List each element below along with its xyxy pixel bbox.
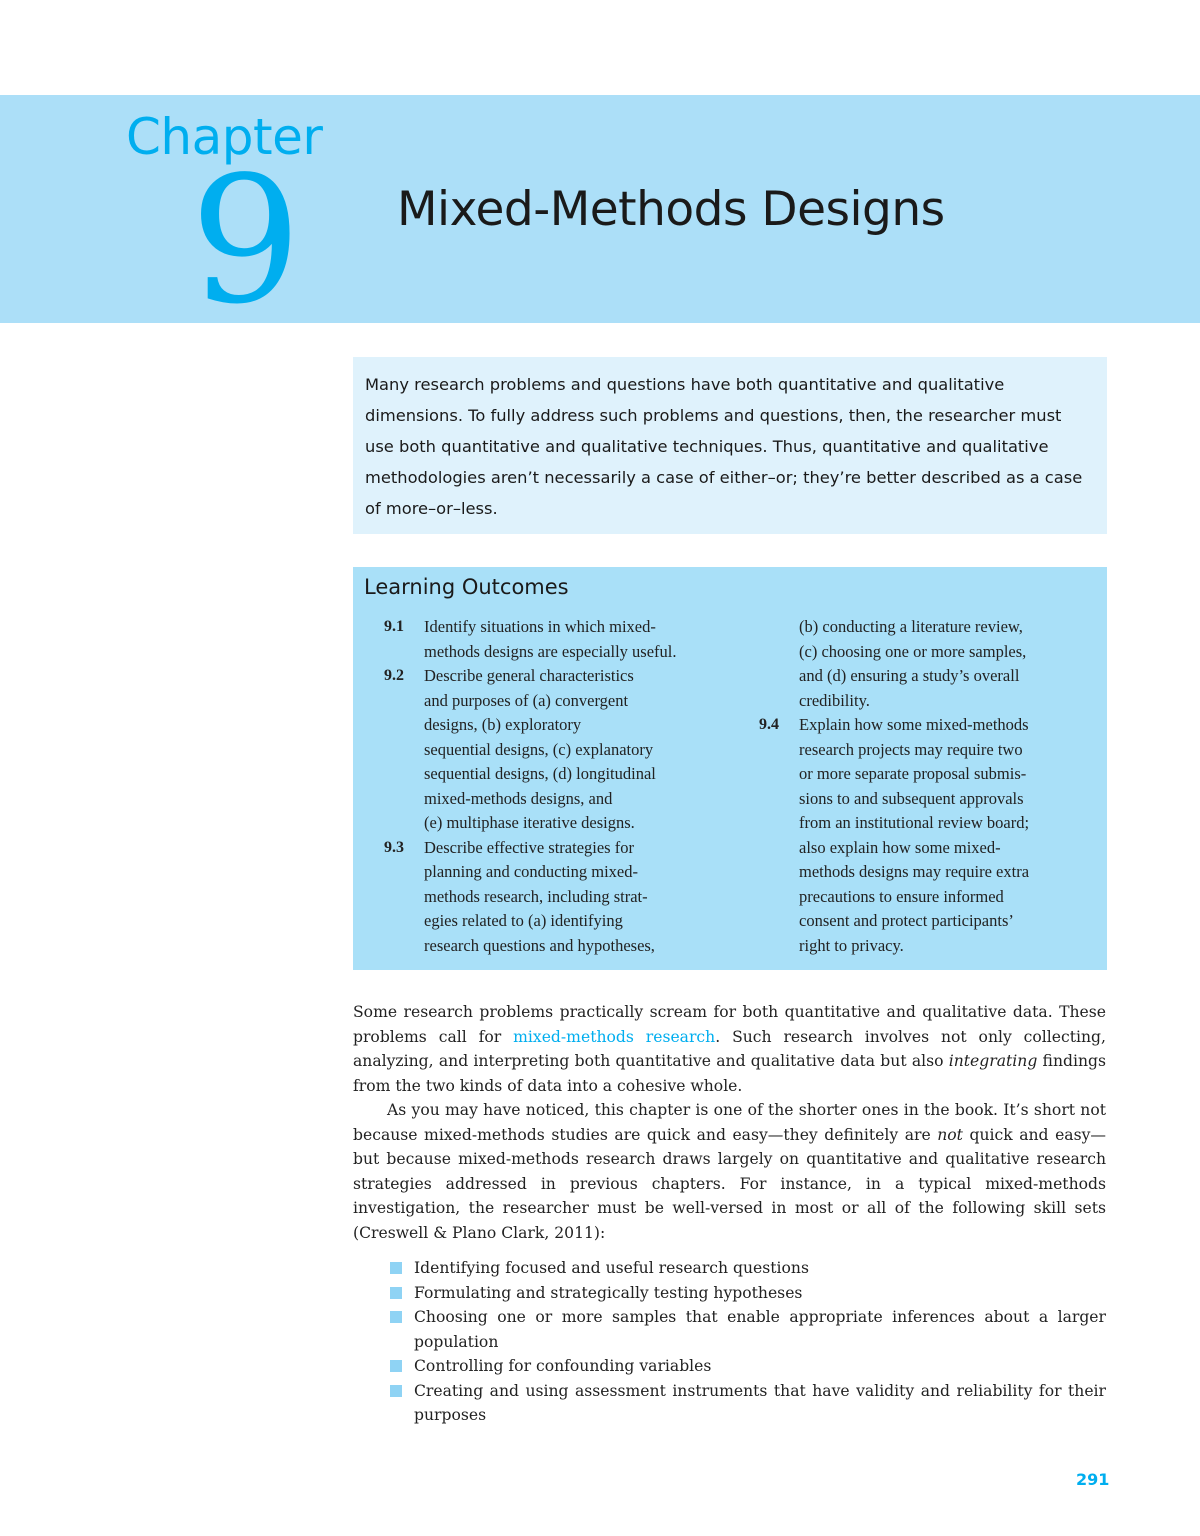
body-text: [353, 1000, 1106, 1428]
outcome-line: from an institutional review board;: [799, 813, 1030, 832]
outcome-text: [424, 615, 744, 664]
list-item: [353, 1354, 1106, 1379]
outcome-line: sions to and subsequent approvals: [799, 788, 1024, 808]
list-item-text: Identifying focused and useful research questions: [414, 1259, 809, 1277]
skill-list: [353, 1256, 1106, 1428]
outcome-line: Describe effective strategies for: [424, 837, 634, 857]
chapter-title: Mixed-Methods Designs: [397, 182, 945, 237]
paragraph: [353, 1000, 1106, 1098]
bullet-square-icon: [390, 1385, 402, 1397]
outcome-line: and (d) ensuring a study’s overall: [799, 666, 1020, 685]
list-item-text: Choosing one or more samples that enable appropriate inferences about a larger population: [414, 1308, 1106, 1351]
outcome-line: planning and conducting mixed-: [424, 862, 638, 881]
outcome-item: [384, 836, 744, 959]
key-term-link[interactable]: mixed-methods research: [513, 1027, 716, 1046]
text: . Such research involves not only collecting, analyzing, and interpreting both quantitative and qualitative data but also: [353, 1027, 1106, 1070]
outcome-line: right to privacy.: [799, 935, 904, 955]
paragraph: [353, 1098, 1106, 1245]
learning-outcomes-heading: Learning Outcomes: [364, 575, 569, 599]
chapter-number: 9: [190, 140, 302, 343]
emphasis: not: [937, 1125, 963, 1144]
text: quick and easy—but because mixed-methods research draws largely on quantitative and qualitative research strategies addressed in previous chapters. For instance, in a typical mixed-methods investigation, the researcher must be well-versed in most or all of the following skill sets (Creswell & Plano Clark, 2011):: [353, 1125, 1106, 1242]
outcome-line: egies related to (a) identifying: [424, 911, 623, 930]
outcome-number: [759, 615, 799, 713]
outcome-line: sequential designs, (c) explanatory: [424, 739, 654, 759]
outcome-line: (c) choosing one or more samples,: [799, 641, 1027, 661]
outcome-number: 9.3: [384, 838, 404, 856]
outcome-number: 9.4: [759, 716, 779, 733]
list-item: [353, 1281, 1106, 1306]
outcome-line: Explain how some mixed-methods: [799, 715, 1029, 734]
outcome-line: methods designs may require extra: [799, 862, 1030, 881]
text: Some research problems practically scream for both quantitative and qualitative data. These problems call for: [353, 1003, 1106, 1046]
outcome-item: [384, 664, 744, 836]
outcome-line: consent and protect participants’: [799, 911, 1014, 930]
outcome-line: mixed-methods designs, and: [424, 788, 613, 808]
outcome-line: designs, (b) exploratory: [424, 715, 582, 734]
outcome-number: 9.2: [384, 667, 404, 684]
outcome-item: [384, 615, 744, 664]
outcome-line: Describe general characteristics: [424, 666, 634, 685]
text: findings from the two kinds of data into a cohesive whole.: [353, 1052, 1106, 1095]
outcome-line: methods research, including strat-: [424, 886, 648, 906]
outcome-text: [424, 664, 744, 836]
outcome-line: research projects may require two: [799, 739, 1023, 759]
outcome-line: methods designs are especially useful.: [424, 641, 677, 661]
outcome-line: (e) multiphase iterative designs.: [424, 813, 635, 832]
emphasis: integrating: [948, 1052, 1038, 1070]
outcome-text: [799, 615, 1099, 713]
intro-box: Many research problems and questions have both quantitative and qualitative dimensions. To fully address such problems and questions, then, the researcher must use both quantitative and qualitative techniques. Thus, quantitative and qualitative methodologies aren’t necessarily a case of either–or; they’re better described as a case of more–or–less.: [353, 357, 1107, 534]
outcome-line: or more separate proposal submis-: [799, 764, 1027, 783]
chapter-label: Chapter: [126, 108, 323, 166]
outcome-line: and purposes of (a) convergent: [424, 690, 629, 710]
outcome-line: credibility.: [799, 690, 870, 710]
page-number: 291: [1076, 1470, 1110, 1489]
outcome-text: [799, 713, 1099, 958]
text: As you may have noticed, this chapter is one of the shorter ones in the book. It’s short not because mixed-methods studies are quick and easy—they definitely are: [353, 1101, 1106, 1144]
list-item: [353, 1379, 1106, 1428]
list-item: [353, 1305, 1106, 1354]
list-item-text: Formulating and strategically testing hypotheses: [414, 1283, 803, 1302]
outcomes-right-column: [759, 615, 1099, 958]
outcome-line: also explain how some mixed-: [799, 837, 1001, 857]
outcomes-left-column: [384, 615, 744, 958]
outcome-item: [759, 713, 1099, 958]
outcome-line: precautions to ensure informed: [799, 886, 1004, 906]
bullet-square-icon: [390, 1287, 402, 1299]
outcome-number: 9.1: [384, 618, 404, 635]
learning-outcomes-box: [353, 567, 1107, 970]
list-item: [353, 1256, 1106, 1281]
outcome-item: [759, 615, 1099, 713]
outcome-text: [424, 836, 744, 959]
bullet-square-icon: [390, 1311, 402, 1323]
bullet-square-icon: [390, 1360, 402, 1372]
outcome-line: research questions and hypotheses,: [424, 935, 655, 955]
list-item-text: Controlling for confounding variables: [414, 1357, 712, 1375]
outcome-line: Identify situations in which mixed-: [424, 617, 656, 636]
list-item-text: Creating and using assessment instruments that have validity and reliability for their purposes: [414, 1381, 1106, 1424]
outcome-line: sequential designs, (d) longitudinal: [424, 764, 656, 783]
outcome-line: (b) conducting a literature review,: [799, 617, 1023, 636]
bullet-square-icon: [390, 1262, 402, 1274]
